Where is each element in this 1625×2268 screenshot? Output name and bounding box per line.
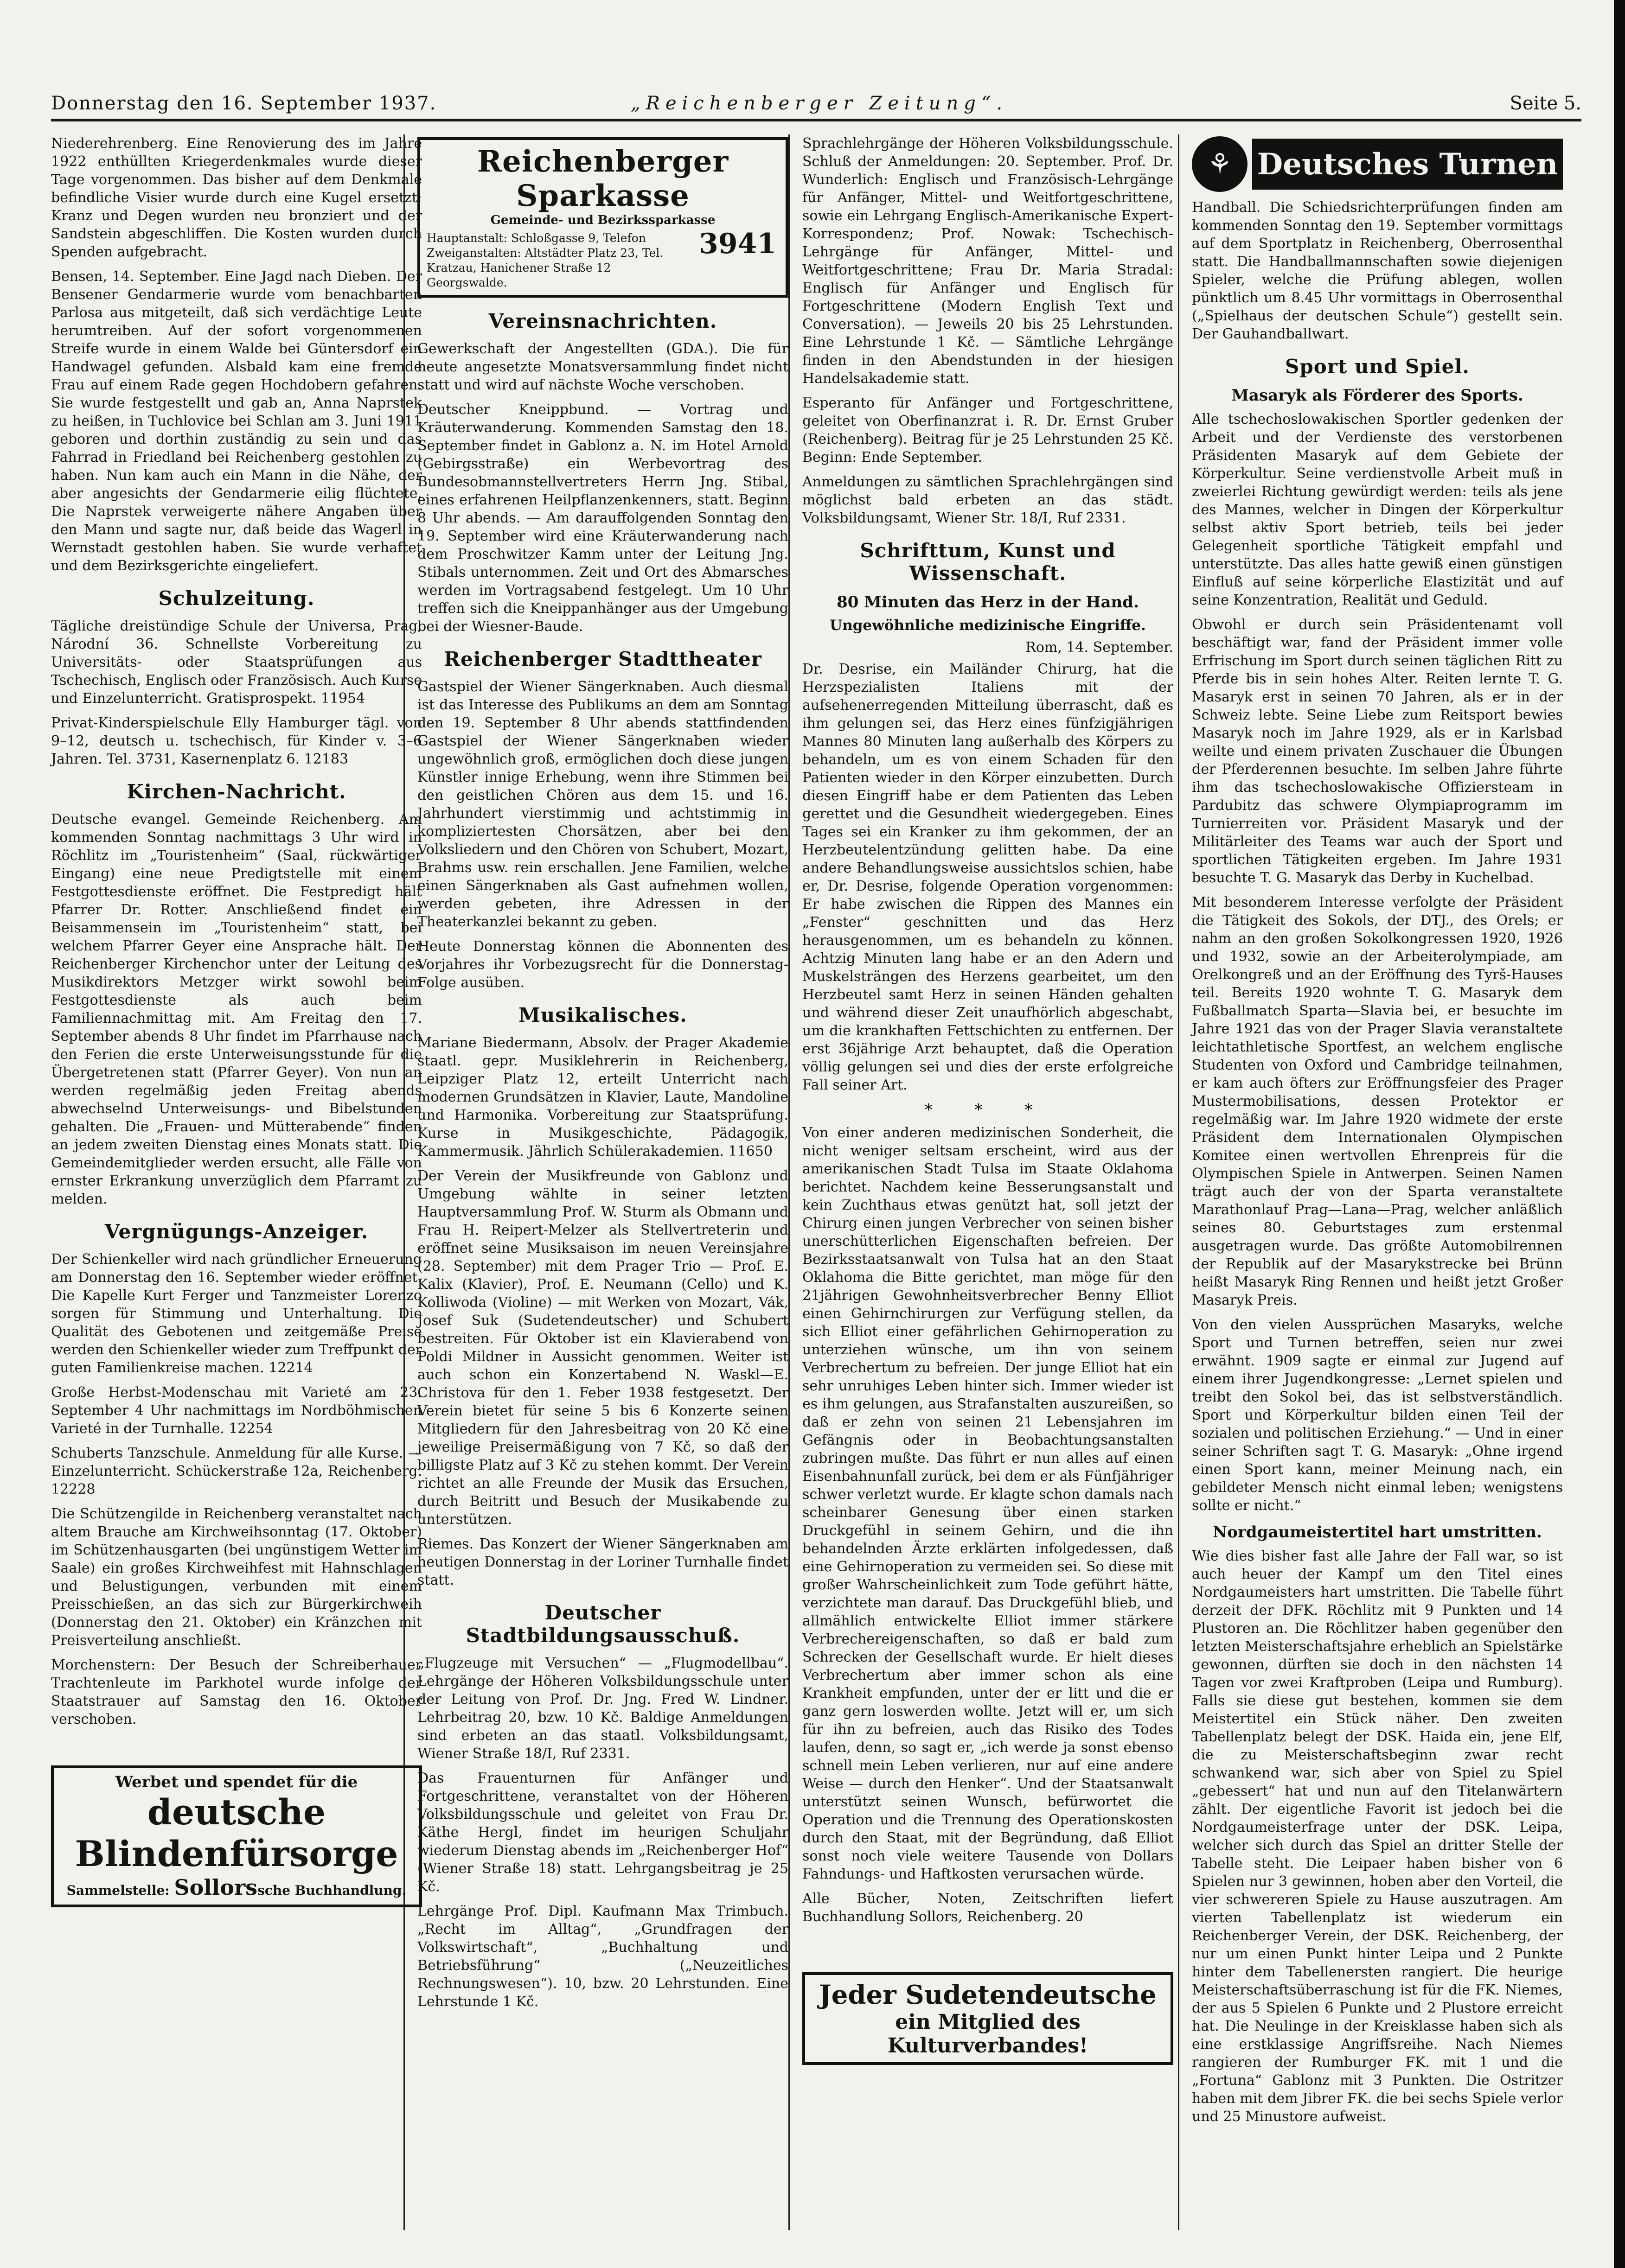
notice-modenschau: Große Herbst-Modenschau mit Varieté am 23. September 4 Uhr nachmittags im Nordböhmischen Varieté in der Turnhalle. 12254 [51,1384,422,1437]
section-heading-schrifttum: Schrifttum, Kunst und Wissenschaft. [860,539,1116,585]
turnen-banner [1192,136,1563,192]
sparkasse-addresses: Hauptanstalt: Schloßgasse 9, Telefon Zweiganstalten: Altstädter Platz 23, Tel. Kratzau, Hanichener Straße 12 Georgswalde. 3941 [427,228,776,289]
advert-blindenfuersorge [51,1765,422,1907]
advert-headline: deutsche Blindenfürsorge [75,1791,398,1874]
column-1 [51,134,422,1907]
notice-morchenstern: Morchenstern: Der Besuch der Schreiberhauer Trachtenleute im Parkhotel wurde infolge der Staatstrauer auf Samstag den 16. Oktober verschoben. [51,1657,422,1727]
advert-line: Werbet und spendet für die [115,1773,358,1791]
notice-kinderspielschule: Privat-Kinderspielschule Elly Hamburger tägl. von 9–12, deutsch u. tschechisch, für Kinder v. 3–6 Jahren. Tel. 3731, Kasernenplatz 6. 12183 [51,715,422,767]
notice-riemes: Riemes. Das Konzert der Wiener Sängerknaben am heutigen Donnerstag in der Loriner Turnhalle findet statt. [417,1536,788,1588]
notice-gda: Gewerkschaft der Angestellten (GDA.). Die für heute angesetzte Monatsversammlung findet nicht statt und wird auf nächste Woche verschoben. [417,341,788,393]
page-header [51,93,1581,121]
article-headline-masaryk: Masaryk als Förderer des Sports. [1231,386,1523,405]
column-3 [802,134,1173,2065]
article-masaryk-p3: Mit besonderem Interesse verfolgte der Präsident die Tätigkeit des Sokols, der DTJ., des Orels; er nahm an den großen Sokolkongressen 1920, 1926 und 1932, sowie an der Arbeiterolympiade, am Orelkongreß und an der Eröffnung des Tyrš-Hauses teil. Bereits 1920 wohnte T. G. Masaryk dem Fußballmatch Sparta—Slavia bei, er besuchte im Jahre 1921 das von der Prager Slavia veranstaltete leichtathletische Sportfest, an welchem englische Studenten von Oxford und Cambridge teilnahmen, er kam auch öfters zur Eröffnungsfeier des Prager Mustermobilisations, dessen Protektor er regelmäßig war. Im Jahre 1920 widmete der erste Präsident dem Internationalen Olympischen Komitee einen wertvollen Ehrenpreis für die Olympischen Spiele in Antwerpen. Seinen Namen trägt auch der von der Sparta veranstaltete Marathonlauf Prag—Lana—Prag, welcher anläßlich seines 80. Geburtstages zum erstenmal ausgetragen wurde. Das größte Automobilrennen der Republik auf der Masarykstrecke bei Brünn heißt Masaryk Ring Rennen und heißt jetzt Großer Masaryk Preis. [1192,894,1563,1308]
turnen-title: Deutsches Turnen [1252,139,1563,190]
advert-line: ein Mitglied des Kulturverbandes! [887,2010,1088,2058]
section-heading-schulzeitung: Schulzeitung. [158,587,315,610]
article-elliot-body: Von einer anderen medizinischen Sonderheit, die nicht weniger seltsam erscheint, wird aus der amerikanischen Stadt Tulsa im Staate Oklahoma berichtet. Nachdem keine Besserungsanstalt und kein Zuchthaus etwas genützt hat, soll jetzt der Chirurg einen jungen Verbrecher von seinen bisher unerschütterlichen Eigenschaften befreien. Der Bezirksstaatsanwalt von Tulsa hat an den Staat Oklahoma die Bitte gerichtet, man möge für den 21jährigen Gewohnheitsverbrecher Benny Elliot einen Gehirnchirurgen zur Verfügung stellen, da sich Elliot einer gefährlichen Gehirnoperation zu unterziehen wünsche, um ihn von seinem Verbrechertum zu befreien. Der junge Elliot hat ein sehr unruhiges Leben hinter sich. Immer wieder ist es ihm gelungen, aus Strafanstalten auszureißen, so daß er zehn von seinen 21 Lebensjahren im Gefängnis oder in Beobachtungsanstalten zubringen mußte. Das führt er nun alles auf einen Eisenbahnunfall zurück, bei dem er als Fünfjähriger schwer verletzt wurde. Er klagte schon damals nach scheinbarer Genesung über einen starken Druckgefühl in seinem Gehirn, und die ihn behandelnden Ärzte erklärten infolgedessen, daß eine Gehirnoperation zu vermeiden sei. So diese mit großer Wahrscheinlichkeit zum Tode geführt hätte, verzichtete man darauf. Das Druckgefühl blieb, und allmählich entwickelte Elliot immer stärkere Verbrechereigenschaften, so daß er bald zum Schrecken der Gesellschaft wurde. Er hielt dieses Verbrechertum aber immer schon als eine Krankheit empfunden, unter der er litt und die er ganz gern loswerden wollte. Jetzt will er, um sich für ihn zu befreien, auch das Risiko des Todes laufen, denn, so sagt er, „ich werde ja sonst ebenso schnell mein Leben verlieren, nur auf eine andere Weise — durch den Henker“. Und der Staatsanwalt unterstützt seinen Wunsch, befürwortet die Operation und die Trennung des Operationskosten durch den Staat, mit der Begründung, daß Elliot sonst noch viele weitere Tausende von Dollars Fahndungs- und Haftkosten verursachen würde. [802,1125,1173,1882]
notice-universa: Tägliche dreistündige Schule der Universa, Prag, Národní 36. Schnellste Vorbereitung zu Universitäts- oder Staatsprüfungen aus Tschechisch, Englisch oder Französisch. Auch Kurse und Einzelunterricht. Gratisprospekt. 11954 [51,618,422,707]
notice-trimbuch: Lehrgänge Prof. Dipl. Kaufmann Max Trimbuch. „Recht im Alltag“, „Grundfragen der Volkswirtschaft“, „Buchhaltung und Betriebsführung“ („Neuzeitliches Rechnungswesen“). 10, bzw. 20 Lehrstunden. Eine Lehrstunde 1 Kč. [417,1903,788,2010]
notice-esperanto: Esperanto für Anfänger und Fortgeschrittene, geleitet von Oberfinanzrat i. R. Dr. Ernst Gruber (Reichenberg). Beitrag für je 25 Lehrstunden 25 Kč. Beginn: Ende September. [802,395,1173,465]
notice-handball: Handball. Die Schiedsrichterprüfungen finden am kommenden Sonntag den 19. September vormittags auf dem Sportplatz in Reichenberg, Oberrosenthal statt. Die Handballmannschaften sowie diejenigen Spieler, welche die Prüfung ablegen, wollen pünktlich um 8.45 Uhr vormittags in Oberrosenthal („Spielhaus der deutschen Schule“) gestellt sein. Der Gauhandballwart. [1192,199,1563,342]
notice-anmeldungen: Anmeldungen zu sämtlichen Sprachlehrgängen sind möglichst bald erbeten an das städt. Volksbildungsamt, Wiener Str. 18/I, Ruf 2331. [802,474,1173,526]
section-heading-kirchen: Kirchen-Nachricht. [127,780,346,803]
notice-sprachlehrgaenge: Sprachlehrgänge der Höheren Volksbildungsschule. Schluß der Anmeldungen: 20. September. Prof. Dr. Wunderlich: Englisch und Französisch-Lehrgänge für Anfänger, Mittel- und Weitfortgeschrittene, sowie ein Lehrgang Englisch-Amerikanische Expert-Korrespondenz; Prof. Nowak: Tschechisch-Lehrgänge für Anfänger, Mittel- und Weitfortgeschrittene; Frau Dr. Maria Stradal: Englisch für Anfänger und Englisch für Fortgeschrittene (Modern English Text und Conversation). — Jeweils 20 bis 25 Lehrstunden. Eine Lehrstunde 1 Kč. — Sämtliche Lehrgänge finden in den Abendstunden in der hiesigen Handelsakademie statt. [802,135,1173,387]
article-subheadline-herz: Ungewöhnliche medizinische Eingriffe. [830,617,1146,634]
notice-frauenturnen: Das Frauenturnen für Anfänger und Fortgeschrittene, veranstaltet von der Höheren Volksbildungsschule und geleitet von Frau Dr. Käthe Hergl, findet im heurigen Schuljahr wiederum Dienstag abends im „Reichenberger Hof“ (Wiener Straße 18) statt. Lehrgangsbeitrag je 25 Kč. [417,1770,788,1895]
advert-footer: Sammelstelle: Sollorssche Buchhandlung. [66,1875,407,1900]
section-heading-sport: Sport und Spiel. [1285,355,1470,378]
header-masthead: „Reichenberger Zeitung“. [631,93,1008,114]
article-masaryk-p1: Alle tschechoslowakischen Sportler gedenken der Arbeit und der Verdienste des verstorbenen Präsidenten Masaryk auf dem Gebiete der Körperkultur. Seine verdienstvolle Arbeit muß in zweierlei Richtung gewürdigt werden: teils als jene des Mannes, welcher in Dingen der Körperkultur selbst aktiv Sport betrieb, teils bei jeder Gelegenheit sportliche Tätigkeit empfahl und unterstützte. Das alles hatte gewiß einen günstigen Einfluß auf seine körperliche Elastizität und auf seine Konzentration, Realität und Geduld. [1192,411,1563,608]
notice-saengerknaben: Gastspiel der Wiener Sängerknaben. Auch diesmal ist das Interesse des Publikums an dem am Sonntag den 19. September 8 Uhr abends stattfindenden Gastspiel der Wiener Sängerknaben wieder ungewöhnlich groß, ermöglichen doch diese jungen Künstler innige Erhebung, wenn ihre Stimmen bei den geistlichen Chören aus dem 15. und 16. Jahrhundert vierstimmig und achtstimmig in kompliziertesten Chorsätzen, aber bei den Volksliedern und den Chören von Schubert, Mozart, Brahms usw. rein erschallen. Jene Familien, welche einen Sängerknaben als Gast aufnehmen wollen, werden gebeten, ihre Adressen in der Theaterkanzlei bekannt zu geben. [417,679,788,930]
article-nordgau-body: Wie dies bisher fast alle Jahre der Fall war, so ist auch heuer der Kampf um den Titel eines Nordgaumeisters hart umstritten. Die Tabelle führt derzeit der DFK. Röchlitz mit 9 Punkten und 14 Plustoren an. Die Röchlitzer haben gegenüber den letzten Meisterschaftsjahre erheblich an Spielstärke gewonnen, dürften sie doch in den nächsten 14 Tagen vor zwei Kraftproben (Leipa und Rumburg). Falls sie diese gut bestehen, kommen sie dem Meistertitel ein Stück näher. Den zweiten Tabellenplatz belegt der DSK. Haida ein, jene Elf, die zu Meisterschaftsbeginn zwar recht schwankend war, sich aber von Spiel zu Spiel „gebessert“ hat und nun auf den Titelanwärtern zählt. Der eigentliche Favorit ist jedoch bei die Nordgaumeisterfrage unter der DSK. Leipa, welcher sich durch das Spiel an dritter Stelle der Tabelle steht. Die Leipaer haben bisher von 6 Spielen nur 3 gewinnen, hoben aber den Vorteil, die vier schwereren Spiele zu Hause auszutragen. Am vierten Tabellenplatz ist wiederum ein Reichenberger Verein, der DSK. Reichenberg, der nur um einen Punkt hinter Leipa und 2 Punkte hinter dem Tabellenersten rangiert. Die heurige Meisterschaftsüberraschung ist für die FK. Niemes, der aus 5 Spielen 6 Punkte und 2 Plustore erreicht hat. Die Neulinge in der Kreisklasse haben sich als eine erstklassige Angriffsreihe. Nach Niemes rangieren der Rumburger FK. mit 1 und die „Fortuna“ Gablonz mit 3 Punkten. Die Ostritzer haben mit dem Jibrer FK. die bei sechs Spiele verlor und 25 Minustore aufweist. [1192,1548,1563,2125]
notice-schuetzengilde: Die Schützengilde in Reichenberg veranstaltet nach altem Brauche am Kirchweihsonntag (17. Oktober) im Schützenhausgarten (bei ungünstigem Wetter im Saale) ein großes Kirchweihfest mit Hahnschlagen und Belustigungen, verbunden mit einem Preisschießen, an das sich zur Bürgerkirchweih (Donnerstag den 21. Oktober) ein Kränzchen mit Preisverteilung anschließt. [51,1506,422,1649]
advert-kulturverband [802,1972,1173,2065]
article-masaryk-p2: Obwohl er durch sein Präsidentenamt voll beschäftigt war, fand der Präsident immer volle Erfrischung im Sport durch seinen täglichen Ritt zu Pferde bis in sein hohes Alter. Reiten lernte T. G. Masaryk erst in seinen 70 Jahren, als er in der Schweiz lebte. Seine Liebe zum Reitsport bewies Masaryk noch im Jahre 1929, als er in Karlsbad weilte und einem privaten Zuschauer die Übungen der Pferderennen besuchte. Im selben Jahre führte ihm das tschechoslowakische Offiziersteam in Pardubitz das schwere Olympiaprogramm im Turnierreiten vor. Präsident Masaryk und der Militärleiter des Teams war auch der Sport und sportlichen Tätigkeiten ergeben. Im Jahre 1931 besuchte T. G. Masaryk das Derby in Kuchelbad. [1192,617,1563,886]
sparkasse-subtitle: Gemeinde- und Bezirkssparkasse [490,213,716,227]
article-bensen: Bensen, 14. September. Eine Jagd nach Dieben. Der Bensener Gendarmerie wurde vom benachbarten Parlosa aus mitgeteilt, daß sich verdächtige Leute herumtreiben. Auf der sofort vorgenommenen Streife wurde in einem Walde bei Güntersdorf ein Handwagel gefunden. Alsbald kam eine fremde Frau auf einem Rade gegen Hochdobern gefahren. Sie wurde festgestellt und gab an, Anna Naprstek zu heißen, in Tuchlovice bei Schlan am 3. Juni 1911 geboren und dorthin zuständig zu sein und das Fahrrad in Friedland bei Reichenberg gestohlen zu haben. Nun kam auch ein Mann in die Nähe, der aber angesichts der Gendarmerie eilig flüchtete. Die Naprstek verweigerte nähere Angaben über den Mann und sagte nur, daß beide das Wagerl in Wernstadt gestohlen haben. Sie wurde verhaftet und dem Bezirksgerichte eingeliefert. [51,268,422,574]
article-masaryk-p4: Von den vielen Aussprüchen Masaryks, welche Sport und Turnen betreffen, seien nur zwei erwähnt. 1909 sagte er einmal zur Jugend auf einem ihrer Jugendkongresse: „Lernet spielen und treibt den Sokol bei, das ist selbstverständlich. Sport und Körperkultur bilden einen Teil der sozialen und politischen Erziehung.“ — Und in einer seiner Schriften sagt T. G. Masaryk: „Ohne irgend einen Sport kann, meiner Meinung nach, ein gebildeter Mensch nicht einmal leben; wenigstens sollte er nicht.“ [1192,1317,1563,1514]
column-rule [1178,134,1179,2230]
article-headline-herz: 80 Minuten das Herz in der Hand. [837,593,1139,612]
column-4 [1192,134,1563,2132]
notice-musikfreunde: Der Verein der Musikfreunde von Gablonz und Umgebung wählte in seiner letzten Hauptversammlung Prof. W. Sturm als Obmann und Frau H. Reipert-Melzer als Stellvertreterin und eröffnet seine Musiksaison im neuen Vereinsjahre (28. September) mit dem Prager Trio — Prof. E. Kalix (Klavier), Prof. E. Neumann (Cello) und K. Kolliwoda (Violine) — mit Werken von Mozart, Vák, Josef Suk (Sudetendeutscher) und Schubert bestreiten. Für Oktober ist ein Klavierabend von Poldi Mildner in Aussicht genommen. Weiter ist auch schon ein Konzertabend N. Waskl—E. Christova für den 1. Feber 1938 festgesetzt. Der Verein bietet für seine 5 bis 6 Konzerte seinen Mitgliedern für den Jahresbeitrag von 20 Kč eine jeweilige Preisermäßigung von 7 Kč, so daß der billigste Platz auf 3 Kč zu stehen kommt. Der Verein richtet an alle Freunde der Musik das Ersuchen, durch Beitritt und Besuch der Musikabende zu unterstützen. [417,1168,788,1528]
article-headline-nordgau: Nordgaumeistertitel hart umstritten. [1213,1523,1542,1542]
sparkasse-telephone: 3941 [699,228,776,260]
notice-donnerstag: Heute Donnerstag können die Abonnenten des Vorjahres ihr Vorbezugsrecht für die Donnerstag-Folge ausüben. [417,938,788,991]
notice-kneippbund: Deutscher Kneippbund. — Vortrag und Kräuterwanderung. Kommenden Samstag den 18. September findet in Gablonz a. N. im Hotel Arnold (Gebirgsstraße) ein Werbevortrag des Bundesobmannstellvertreters Herrn Jng. Stibal, eines erfahrenen Heilpflanzenkenners, statt. Beginn 8 Uhr abends. — Am darauffolgenden Sonntag den 19. September wird eine Kräuterwanderung nach dem Proschwitzer Kamm unter der Leitung Jng. Stibals unternommen. Zeit und Ort des Abmarsches werden im Vortragsabend festgelegt. Um 10 Uhr treffen sich die Kneippanhänger aus der Umgebung bei der Wiesner-Baude. [417,401,788,635]
section-heading-stadtbildung: Deutscher Stadtbildungsausschuß. [466,1601,740,1647]
notice-biedermann: Mariane Biedermann, Absolv. der Prager Akademie staatl. gepr. Musiklehrerin in Reichenberg, Leipziger Platz 12, erteilt Unterricht nach modernen Grundsätzen in Klavier, Laute, Mandoline und Harmonika. Vorbereitung zur Staatsprüfung. Kurse in Musikgeschichte, Pädagogik, Kammermusik. Jährlich Schülerakademien. 11650 [417,1035,788,1159]
section-heading-stadttheater: Reichenberger Stadttheater [444,648,762,670]
article-herz-body: Dr. Desrise, ein Mailänder Chirurg, hat die Herzspezialisten Italiens mit der aufsehenerregenden Mitteilung überrascht, daß es ihm gelungen sei, das Herz eines fünfzigjährigen Mannes 80 Minuten lang außerhalb des Körpers zu behandeln, um es von einem Schaden für den Patienten wieder in den Körper einzubetten. Durch diesen Eingriff habe er dem Patienten das Leben gerettet und die Gesundheit wiedergegeben. Eines Tages sei ein Kranker zu ihm gekommen, der an Herzbeutelentzündung gelitten habe. Da eine andere Behandlungsweise aussichtslos schien, habe er, Dr. Desrise, folgende Operation vorgenommen: Er habe zwischen die Rippen des Mannes ein „Fenster“ geschnitten und das Herz herausgenommen, um es behandeln zu können. Achtzig Minuten lang habe er an den Adern und Muskelsträngen des Herzens gearbeitet, um den Herzbeutel samt Herz in seinen Händen gehalten und während dieser Zeit unaufhörlich abgeschabt, um die krankhaften Fettschichten zu entfernen. Der erst 36jährige Arzt behauptet, daß die Operation völlig gelungen sei und dies der erste erfolgreiche Fall seiner Art. [802,661,1173,1093]
section-heading-vergnuegungs: Vergnügungs-Anzeiger. [104,1220,369,1243]
notice-schienkeller: Der Schienkeller wird nach gründlicher Erneuerung am Donnerstag den 16. September wieder eröffnet. Die Kapelle Kurt Ferger und Tanzmeister Lorenzo sorgen für Stimmung und Unterhaltung. Die Qualität des Gebotenen und zeitgemäße Preise werden den Schienkeller wieder zum Treffpunkt der guten Familienkreise machen. 12214 [51,1251,422,1376]
turnen-cross-icon: ⚘ [1192,136,1248,192]
notice-tanzschule: Schuberts Tanzschule. Anmeldung für alle Kurse. — Einzelunterricht. Schückerstraße 12a, Reichenberg. 12228 [51,1445,422,1497]
article-niederehrenberg: Niederehrenberg. Eine Renovierung des im Jahre 1922 enthüllten Kriegerdenkmales wurde dieser Tage vorgenommen. Das bisher auf dem Denkmale befindliche Visier wurde durch eine Kugel ersetzt; Kranz und Degen wurden neu bronziert und der Sandstein abgeschliffen. Die Kosten wurden durch Spenden aufgebracht. [51,135,422,260]
scan-edge [1614,0,1625,2268]
advert-sparkasse [417,137,788,298]
header-date: Donnerstag den 16. September 1937. [51,93,437,114]
header-page-number: Seite 5. [1510,93,1581,114]
article-dateline: Rom, 14. September. [1025,639,1173,656]
sparkasse-title: Reichenberger Sparkasse [477,144,729,213]
section-heading-musik: Musikalisches. [518,1004,687,1026]
notice-sollors: Alle Bücher, Noten, Zeitschriften liefert Buchhandlung Sollors, Reichenberg. 20 [802,1891,1173,1925]
section-heading-verein: Vereinsnachrichten. [488,310,717,332]
notice-flugmodellbau: „Flugzeuge mit Versuchen“ — „Flugmodellbau“. Lehrgänge der Höheren Volksbildungsschule unter der Leitung von Prof. Dr. Jng. Fred W. Lindner. Lehrbeitrag 20, bzw. 10 Kč. Baldige Anmeldungen sind erbeten an das staatl. Volksbildungsamt, Wiener Straße 18/I, Ruf 2331. [417,1655,788,1762]
notice-evangel-gemeinde: Deutsche evangel. Gemeinde Reichenberg. Am kommenden Sonntag nachmittags 3 Uhr wird in Röchlitz im „Touristenheim“ (Saal, rückwärtiger Eingang) eine neue Predigtstelle mit einem Festgottesdienste eröffnet. Die Festpredigt hält Pfarrer Dr. Rotter. Anschließend findet ein Beisammensein im „Touristenheim“ statt, bei welchem Pfarrer Geyer eine Ansprache hält. Der Reichenberger Kirchenchor unter der Leitung des Musikdirektors Metzger wirkt sowohl beim Festgottesdienste als auch beim Familiennachmittag mit. Am Freitag den 17. September abends 8 Uhr findet im Pfarrhause nach den Ferien die erste Unterweisungsstunde für die Übergetretenen statt (Pfarrer Geyer). Von nun an werden regelmäßig jeden Freitag abends abwechselnd Unterweisungs- und Bibelstunden gehalten. Die „Frauen- und Mütterabende“ finden an jedem zweiten Dienstag eines Monats statt. Die Gemeindemitglieder werden ersucht, alle Fälle von ernster Erkrankung unverzüglich dem Pfarramt zu melden. [51,811,422,1207]
advert-headline: Jeder Sudetendeutsche [819,1980,1157,2010]
column-rule [788,134,790,2230]
column-2 [417,134,788,2017]
section-stars: * * * [924,1101,1051,1119]
